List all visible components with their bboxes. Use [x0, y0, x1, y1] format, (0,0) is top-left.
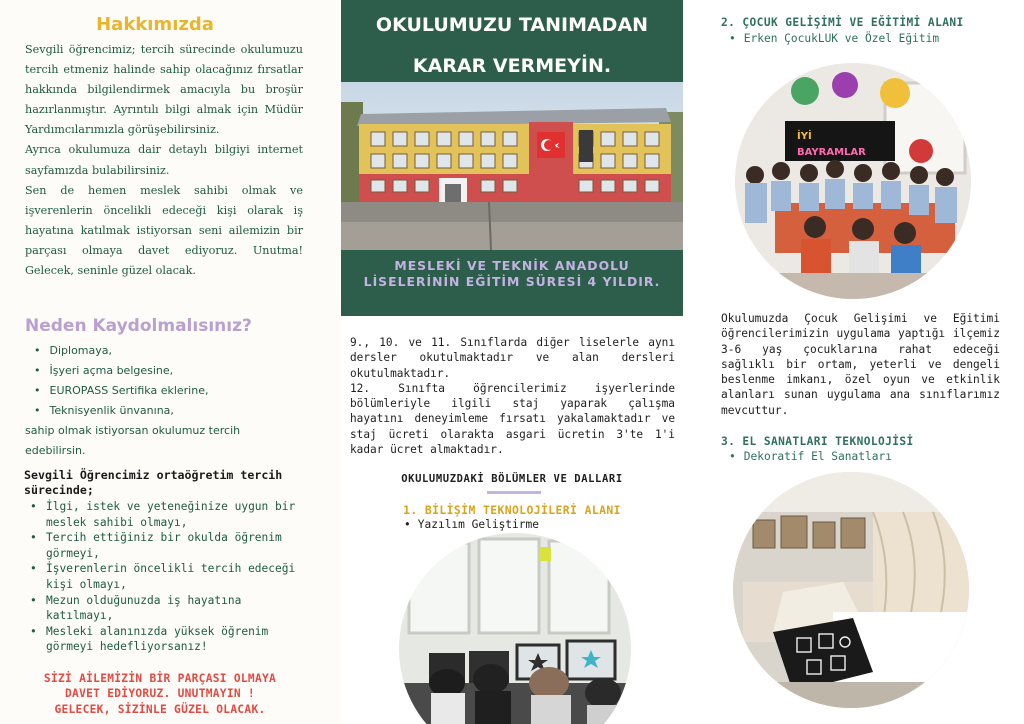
invitation-line: GELECEK, SİZİNLE GÜZEL OLACAK.: [54, 702, 266, 716]
invitation-text: [0, 671, 320, 717]
school-building-photo: [341, 82, 683, 250]
list-item: • EUROPASS Sertifika eklerine,: [34, 381, 208, 401]
it-branch: • Yazılım Geliştirme: [404, 518, 539, 531]
middle-panel: [341, 0, 683, 724]
headline: [341, 5, 683, 87]
why-enroll-list: [34, 341, 208, 421]
about-body: [25, 40, 303, 281]
headline-line: KARAR VERMEYİN.: [412, 55, 612, 77]
list-item: • Teknisyenlik ünvanına,: [34, 401, 208, 421]
handcrafts-title: 3. EL SANATLARI TEKNOLOJİSİ: [721, 435, 914, 448]
list-item: • Tercih ettiğiniz bir okulda öğrenim görmeyi,: [30, 530, 315, 561]
about-paragraph: Sevgili öğrencimiz; tercih sürecinde okulumuzu tercih etmeniz halinde sahip olacağınız fırsatlar hakkında bilgilendirmek amacıyla bu broşür hazırlanmıştır. Ayrıntılı bilgi almak için Müdür Yardımcılarımızla görüşebilirsiniz.: [25, 43, 303, 137]
list-item: • Diplomaya,: [34, 341, 208, 361]
handcrafts-branch: • Dekoratif El Sanatları: [729, 450, 892, 463]
invitation-line: DAVET EDİYORUZ. UNUTMAYIN !: [65, 687, 255, 701]
right-panel: [683, 0, 1024, 724]
divider: [487, 491, 541, 494]
list-item: • İlgi, istek ve yeteneğinize uygun bir meslek sahibi olmayı,: [30, 499, 315, 530]
about-paragraph: Ayrıca okulumuza dair detaylı bilgiyi internet sayfamızda bulabilirsiniz.: [25, 143, 303, 177]
education-duration-title: MESLEKİ VE TEKNİK ANADOLU LİSELERİNİN EĞİTİM SÜRESİ 4 YILDIR.: [363, 258, 661, 290]
list-item: • Mezun olduğunuzda iş hayatına katılmayı,: [30, 593, 315, 624]
about-paragraph: Sen de hemen meslek sahibi olmak ve işverenlerin öncelikli edeceği kişi olarak iş hayatına katılmak istiyorsan seni ailemizin bir parçası olmaya davet ediyoruz. Unutma! Gelecek, seninle güzel olacak.: [25, 183, 303, 278]
left-panel: [0, 0, 341, 724]
curriculum-paragraph: 9., 10. ve 11. Sınıflarda diğer liselerle aynı dersler okutulmaktadır ve alan dersleri okutulmaktadır.: [350, 336, 675, 380]
banner-text-line-2: BAYRAMLAR: [797, 147, 866, 158]
list-item: • Mesleki alanınızda yüksek öğrenim görmeyi hedefliyorsanız!: [30, 624, 315, 655]
why-enroll-title: Neden Kaydolmalısınız?: [25, 316, 252, 336]
computer-lab-photo: [399, 533, 631, 724]
list-item: • İşverenlerin öncelikli tercih edeceği kişi olmayı,: [30, 561, 315, 592]
dear-student-title: Sevgili Öğrencimiz ortaöğretim tercih sürecinde;: [24, 468, 283, 497]
why-enroll-closing: sahip olmak istiyorsan okulumuz tercih edebilirsin.: [25, 424, 241, 457]
curriculum-text: [350, 335, 675, 457]
handcrafts-exhibit-photo: [733, 472, 969, 708]
curriculum-paragraph: 12. Sınıfta öğrencilerimiz işyerlerinde bölümleriyle ilgili staj yaparak çalışma hayatını deneyimleme fırsatı yakalamaktadır ve staj ücreti olarakta asgari ücretin 3'te 1'i kadar ücret almaktadır.: [350, 381, 675, 457]
about-title: Hakkımızda: [96, 14, 214, 35]
child-development-title: 2. ÇOCUK GELİŞİMİ VE EĞİTİMİ ALANI: [721, 16, 964, 29]
banner-text-line-1: İYİ: [797, 131, 812, 142]
it-department-title: 1. BİLİŞİM TEKNOLOJİLERİ ALANI: [403, 503, 621, 517]
child-development-description: Okulumuzda Çocuk Gelişimi ve Eğitimi öğrencilerimizin uygulama yaptığı ilçemiz 3-6 yaş çocuklarına rahat edeceği sağlıklı bir ortam, yeterli ve dengeli beslenme imkanı, özel oyun ve etkinlik alanları sunan uygulama ana sınıflarımız mevcuttur.: [721, 312, 1000, 417]
kindergarten-photo: [735, 63, 971, 299]
list-item: • İşyeri açma belgesine,: [34, 361, 208, 381]
middle-content: [341, 319, 683, 724]
invitation-line: SİZİ AİLEMİZİN BİR PARÇASI OLMAYA: [43, 672, 277, 685]
goals-list: [30, 499, 315, 655]
child-development-branch: • Erken ÇocukLUK ve Özel Eğitim: [729, 32, 939, 45]
headline-line: OKULUMUZU TANIMADAN: [375, 14, 649, 36]
departments-title: OKULUMUZDAKİ BÖLÜMLER VE DALLARI: [401, 473, 623, 485]
